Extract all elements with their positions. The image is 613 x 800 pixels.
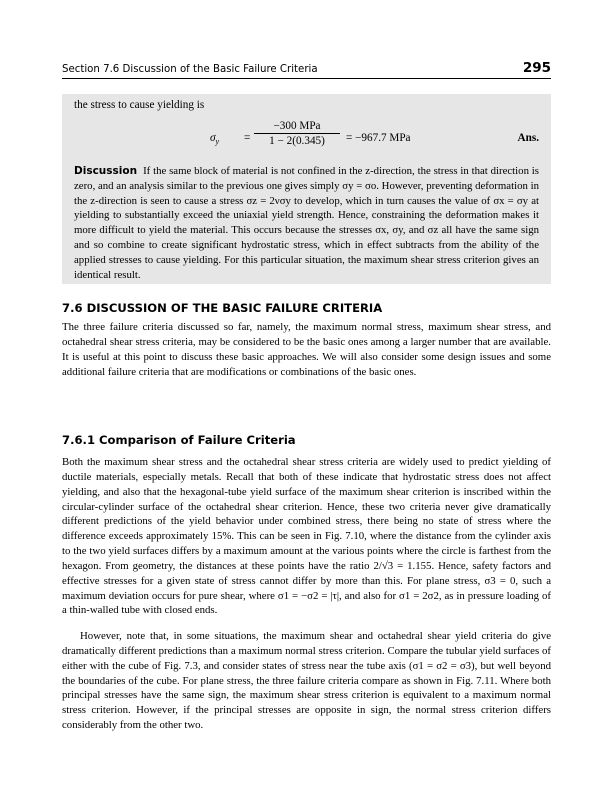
subsection-paragraph-2: However, note that, in some situations, the maximum shear and octahedral shear yield criteria do give dramatically different predictions than a maximum normal stress criterion. Compare the tubular yield surfaces of either with the cube of Fig. 7.3, and consider states of stress near the tube axis (σ1 = σ2 = σ3), but well beyond the boundaries of the cube. For plane stress, the three failure criteria compare as shown in Fig. 7.11. Where both principal stresses have the same sign, the maximum shear stress criterion is equivalent to a maximum normal stress criterion. However, if the principal stresses are opposite in sign, the normal stress criterion differs considerably from the other two. bbox=[62, 630, 551, 732]
equation-numerator: −300 MPa bbox=[254, 120, 340, 134]
section-title: Section 7.6 Discussion of the Basic Failure Criteria bbox=[62, 64, 318, 75]
subsection-heading: 7.6.1 Comparison of Failure Criteria bbox=[62, 433, 296, 447]
equation-lhs-sub: y bbox=[215, 137, 220, 147]
section-paragraph: The three failure criteria discussed so far, namely, the maximum normal stress, maximum shear stress, and octahedral shear stress criteria, may be considered to be the basic ones among a larger number that are available. It is useful at this point to discuss these basic approaches. We will also consider some design issues and some additional failure criteria that are modifications or combinations of the basic ones. bbox=[62, 321, 551, 378]
discussion-paragraph bbox=[74, 164, 539, 282]
discussion-label: Discussion bbox=[74, 165, 138, 177]
equation-fraction bbox=[254, 120, 340, 147]
example-intro: the stress to cause yielding is bbox=[74, 99, 205, 111]
example-box bbox=[62, 94, 551, 284]
running-head bbox=[62, 58, 551, 79]
equation-lhs-symbol: σ bbox=[210, 132, 216, 144]
equation-denominator: 1 − 2(0.345) bbox=[269, 135, 325, 147]
equation-lhs bbox=[210, 132, 219, 146]
subsection-paragraph-1: Both the maximum shear stress and the octahedral shear stress criteria are widely used to predict yielding of ductile materials, especially metals. Recall that both of these indicate that hydrostatic stress does not affect yielding, and also that the hexagonal-tube yield surface of the maximum shear criterion is inscribed within the circular-cylinder surface of the octahedral shear criterion. Hence, these two criteria never give dramatically different predictions of the yield behavior under combined stress, there being no state of stress where the difference exceeds approximately 15%. This can be seen in Fig. 7.10, where the distance from the cylinder axis to the two yield surfaces differs by a maximum amount at the various points where the circle is farthest from the hexagon. From geometry, the distances at these points have the ratio 2/√3 = 1.155. Hence, safety factors and effective stresses for a given state of stress cannot differ by more than this. For plane stress, σ3 = 0, such a maximum deviation occurs for pure shear, where σ1 = −σ2 = |τ|, and also for σ1 = 2σ2, as in pressure loading of a thin-walled tube with closed ends. bbox=[62, 456, 551, 617]
discussion-text: If the same block of material is not confined in the z-direction, the stress in that direction is zero, and an analysis similar to the previous one gives simply σy = σo. However, preventing deformation in the z-direction is seen to cause a stress σz = 2νσy to develop, which in turn causes the value of σx = σy at yielding to substantially exceed the uniaxial yield strength. Hence, constraining the deformation makes it more difficult to yield the material. This occurs because the stresses σx, σy, and σz all have the same sign and so combine to create significant hydrostatic stress, which in effect subtracts from the ability of the applied stresses to cause yielding. For this particular situation, the maximum shear stress criterion gives an identical result. bbox=[74, 165, 539, 281]
page-number: 295 bbox=[522, 60, 551, 76]
equation-equals: = bbox=[244, 132, 251, 144]
section-heading: 7.6 DISCUSSION OF THE BASIC FAILURE CRITERIA bbox=[62, 301, 383, 315]
equation-rhs: = −967.7 MPa bbox=[346, 132, 411, 144]
answer-label: Ans. bbox=[517, 132, 539, 144]
equation bbox=[62, 120, 551, 156]
